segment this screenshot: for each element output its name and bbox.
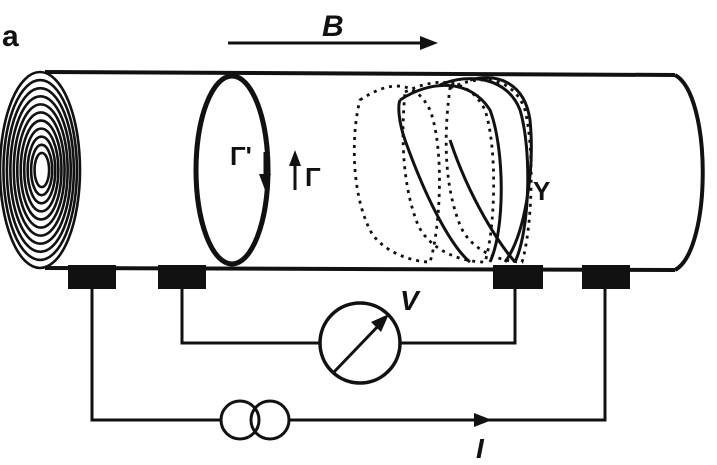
current-direction-arrow (474, 413, 492, 427)
solid-helix-loops (399, 78, 531, 262)
voltmeter (320, 303, 400, 383)
cylinder-body (45, 72, 703, 270)
voltmeter-label: V (400, 285, 419, 316)
y-label: Y (533, 176, 551, 206)
voltage-contact-right (493, 265, 543, 289)
voltage-contact-left (158, 265, 206, 289)
current-contact-left (68, 265, 116, 289)
dotted-helix-loops (354, 80, 531, 262)
field-label-B: B (322, 10, 344, 43)
current-source (221, 401, 289, 439)
current-contact-right (582, 265, 630, 289)
gamma-prime-label: Γ' (230, 141, 252, 171)
gamma-label: Γ (305, 162, 321, 192)
end-ring (35, 153, 50, 187)
gamma-arrow (289, 150, 301, 190)
concentric-end-rings (0, 72, 80, 268)
current-label: I (476, 433, 484, 464)
panel-label: a (2, 20, 19, 53)
